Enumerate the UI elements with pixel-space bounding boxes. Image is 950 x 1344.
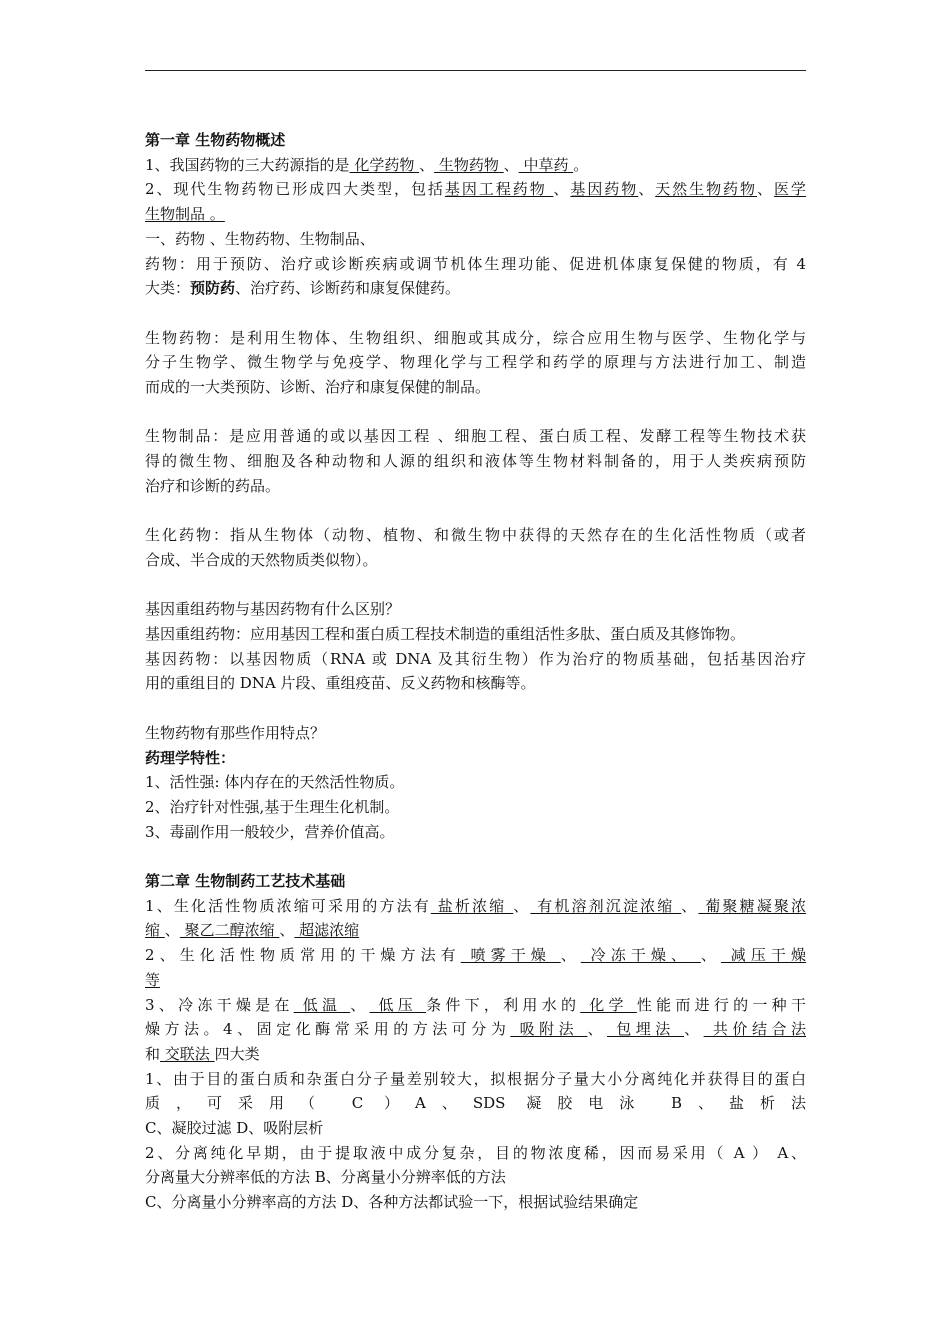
definitions-heading: 一、药物 、生物药物、生物制品、 [145,229,375,248]
features-question: 生物药物有那些作用特点？ [145,723,326,742]
choice-question-1-line-1: 1、由于目的蛋白质和杂蛋白分子量差别较大，拟根据分子量大小分离纯化并获得目的蛋白 [145,1069,806,1088]
ch1-fill-question-2-cont: 生物制品 。 [145,205,225,224]
chapter-2-title: 第二章 生物制药工艺技术基础 [145,872,346,890]
choice-question-2-line-1: 2、分离纯化早期，由于提取液中成分复杂，目的物浓度稀，因而易采用（ A ） A、 [145,1143,806,1162]
ch2-fill-question-1: 1、生化活性物质浓缩可采用的方法有 盐析浓缩 、 有机溶剂沉淀浓缩 、 葡聚糖凝聚浓 [145,896,806,915]
recombinant-drug-answer: 基因重组药物：应用基因工程和蛋白质工程技术制造的重组活性多肽、蛋白质及其修饰物。 [145,625,746,643]
gene-drug-answer-line-2: 用的重组目的 DNA 片段、重组疫苗、反义药物和核酶等。 [145,674,536,693]
bioproduct-definition-line-3: 治疗和诊断的药品。 [145,476,281,495]
bioproduct-definition-line-2: 得的微生物、细胞及各种动物和人源的组织和液体等生物材料制备的，用于人类疾病预防 [145,452,806,471]
ch1-fill-question-1: 1、我国药物的三大药源指的是 化学药物 、 生物药物 、 中草药 。 [145,155,589,174]
chapter-1-title: 第一章 生物药物概述 [145,131,286,149]
recombinant-question: 基因重组药物与基因药物有什么区别？ [145,600,401,619]
drug-definition-line-2: 大类：预防药、治疗药、诊断药和康复保健药。 [145,279,461,298]
drug-definition-line-1: 药物：用于预防、治疗或诊断疾病或调节机体生理功能、促进机体康复保健的物质，有 4 [145,254,806,273]
biochem-drug-definition-line-1: 生化药物：指从生物体（动物、植物、和微生物中获得的天然存在的生化活性物质（或者 [145,526,806,545]
ch2-fill-question-3: 3、冷冻干燥是在 低温 、 低压 条件下，利用水的 化学 性能而进行的一种干 [145,995,806,1014]
gene-drug-answer-line-1: 基因药物：以基因物质（RNA 或 DNA 及其衍生物）作为治疗的物质基础，包括基因治疗 [145,649,806,668]
pharmacology-title: 药理学特性： [145,748,236,767]
document-body [145,128,806,1215]
choice-question-1-line-2: 质，可采用（ C ）A、SDS 凝胶电泳 B、盐析法 [145,1094,806,1113]
ch2-fill-question-2-cont: 等 [145,970,161,989]
biodrug-definition-line-2: 分子生物学、微生物学与免疫学、物理化学与工程学和药学的原理与方法进行加工、制造 [145,353,806,372]
choice-question-2-line-3: C、分离量小分辨率高的方法 D、各种方法都试验一下，根据试验结果确定 [145,1193,639,1212]
biodrug-definition-line-1: 生物药物：是利用生物体、生物组织、细胞或其成分，综合应用生物与医学、生物化学与 [145,328,806,347]
biochem-drug-definition-line-2: 合成、半合成的天然物质类似物）。 [145,550,378,569]
ch2-fill-question-4-cont: 和 交联法 四大类 [145,1044,260,1063]
pharmacology-item-2: 2、治疗针对性强,基于生理生化机制。 [145,797,400,816]
ch2-fill-question-1-cont: 缩 、 聚乙二醇浓缩 、 超滤浓缩 [145,921,360,940]
biodrug-definition-line-3: 而成的一大类预防、诊断、治疗和康复保健的制品。 [145,378,491,397]
choice-question-2-line-2: 分离量大分辨率低的方法 B、分离量小分辨率低的方法 [145,1168,506,1187]
bioproduct-definition-line-1: 生物制品：是应用普通的或以基因工程 、细胞工程、蛋白质工程、发酵工程等生物技术获 [145,427,806,446]
choice-question-1-line-3: C、凝胶过滤 D、吸附层析 [145,1119,324,1138]
ch2-fill-question-2: 2、生化活性物质常用的干燥方法有 喷雾干燥 、 冷冻干燥、 、 减压干燥 [145,946,806,965]
ch1-fill-question-2: 2、现代生物药物已形成四大类型，包括基因工程药物 、基因药物、天然生物药物、医学 [145,180,806,199]
header-rule [145,70,806,71]
pharmacology-item-3: 3、毒副作用一般较少，营养价值高。 [145,822,395,841]
ch2-fill-question-4: 燥方法。4、固定化酶常采用的方法可分为 吸附法 、 包埋法 、 共价结合法 [145,1020,806,1039]
pharmacology-item-1: 1、活性强: 体内存在的天然活性物质。 [145,773,405,792]
